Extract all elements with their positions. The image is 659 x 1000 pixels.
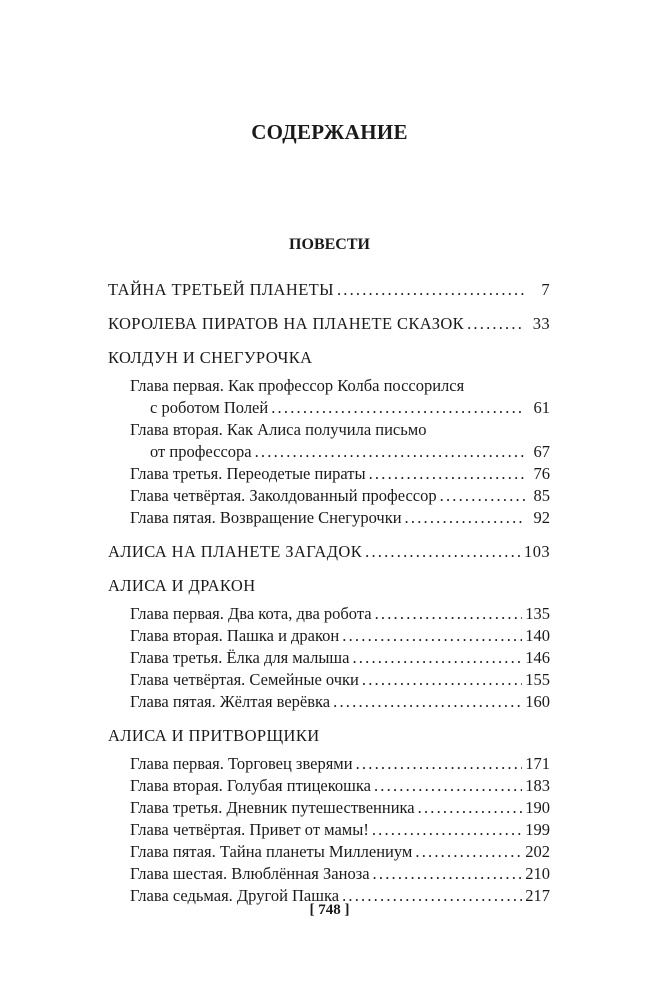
dot-leader [362,669,522,691]
dot-leader [337,279,525,301]
dot-leader [352,647,522,669]
dot-leader [333,691,522,713]
toc-entry-title: от профессора [150,442,252,461]
toc-page-number: 190 [525,798,550,817]
dot-leader [467,313,525,335]
toc-entry-title: Глава вторая. Пашка и дракон [130,626,340,645]
toc-entry-chapter [108,485,550,507]
toc-entry-title: Глава первая. Два кота, два робота [130,604,372,623]
toc-page-number: 76 [533,464,550,483]
toc-entry-chapter [108,691,550,713]
dot-leader [271,397,525,419]
page-title: СОДЕРЖАНИЕ [251,120,408,144]
toc-entry-title: Глава четвёртая. Привет от мамы! [130,820,369,839]
toc-page-number: 135 [525,604,550,623]
dot-leader [373,863,523,885]
toc-page-number: 155 [525,670,550,689]
toc-page-number: 146 [525,648,550,667]
toc-entry-title: Глава первая. Торговец зверями [130,754,353,773]
toc-chapter-line: Глава вторая. Как Алиса получила письмо [130,420,427,439]
toc-entry-title: Глава пятая. Возвращение Снегурочки [130,508,402,527]
dot-leader [415,841,522,863]
toc-entry-title: КОРОЛЕВА ПИРАТОВ НА ПЛАНЕТЕ СКАЗОК [108,314,465,333]
toc-page-number: 199 [525,820,550,839]
toc-entry-title: Глава третья. Переодетые пираты [130,464,366,483]
dot-leader [365,541,521,563]
toc-entry-title: с роботом Полей [150,398,269,417]
toc-entry-title: Глава шестая. Влюблённая Заноза [130,864,370,883]
toc-entry-chapter [108,603,550,625]
toc-entry-title: Глава четвёртая. Заколдованный профессор [130,486,437,505]
toc-entry-title: Глава четвёртая. Семейные очки [130,670,359,689]
toc-entry-title: Глава пятая. Жёлтая верёвка [130,692,331,711]
dot-leader [356,753,523,775]
toc-story-heading: КОЛДУН И СНЕГУРОЧКА [108,348,313,367]
toc-entry-chapter [108,753,550,775]
toc-entry-title: Глава седьмая. Другой Пашка [130,886,340,905]
toc-entry-title: Глава третья. Ёлка для малыша [130,648,350,667]
toc-page-number: 171 [525,754,550,773]
toc-page-number: 202 [525,842,550,861]
dot-leader [342,625,522,647]
toc-entry-chapter [108,819,550,841]
toc-entry-title: Глава пятая. Тайна планеты Миллениум [130,842,413,861]
toc-entry-chapter [108,625,550,647]
toc-page-number: 85 [533,486,550,505]
toc-page-number: 103 [524,542,550,561]
toc-entry-chapter [108,507,550,529]
toc-story-heading: АЛИСА И ДРАКОН [108,576,256,595]
toc-page-number: 160 [525,692,550,711]
toc-page-number: 67 [533,442,550,461]
dot-leader [375,603,523,625]
dot-leader [418,797,523,819]
toc-page-number: 33 [532,314,550,333]
toc-entry-chapter [108,647,550,669]
table-of-contents [108,279,550,907]
toc-entry-title: ТАЙНА ТРЕТЬЕЙ ПЛАНЕТЫ [108,280,334,299]
toc-entry-chapter [108,841,550,863]
toc-entry-chapter [108,441,550,463]
dot-leader [255,441,525,463]
toc-chapter-line: Глава первая. Как профессор Колба поссорился [130,376,465,395]
toc-entry-story [108,279,550,301]
toc-entry-story [108,313,550,335]
toc-page-number: 140 [525,626,550,645]
toc-entry-chapter [108,463,550,485]
toc-entry-chapter [108,863,550,885]
dot-leader [405,507,525,529]
section-title: ПОВЕСТИ [289,236,370,253]
toc-entry-story [108,541,550,563]
toc-page-number: 61 [533,398,550,417]
dot-leader [374,775,522,797]
page-number-footer: [ 748 ] [309,902,350,918]
toc-entry-title: АЛИСА НА ПЛАНЕТЕ ЗАГАДОК [108,542,363,561]
toc-entry-title: Глава третья. Дневник путешественника [130,798,415,817]
toc-page-number: 183 [525,776,550,795]
toc-story-heading: АЛИСА И ПРИТВОРЩИКИ [108,726,320,745]
toc-entry-title: Глава вторая. Голубая птицекошка [130,776,371,795]
dot-leader [369,463,525,485]
dot-leader [372,819,522,841]
toc-page-number: 92 [533,508,550,527]
toc-entry-chapter [108,797,550,819]
toc-page-number: 217 [525,886,550,905]
toc-page-number: 7 [541,280,550,299]
toc-entry-chapter [108,669,550,691]
toc-page-number: 210 [525,864,550,883]
toc-entry-chapter [108,397,550,419]
dot-leader [440,485,525,507]
toc-entry-chapter [108,775,550,797]
